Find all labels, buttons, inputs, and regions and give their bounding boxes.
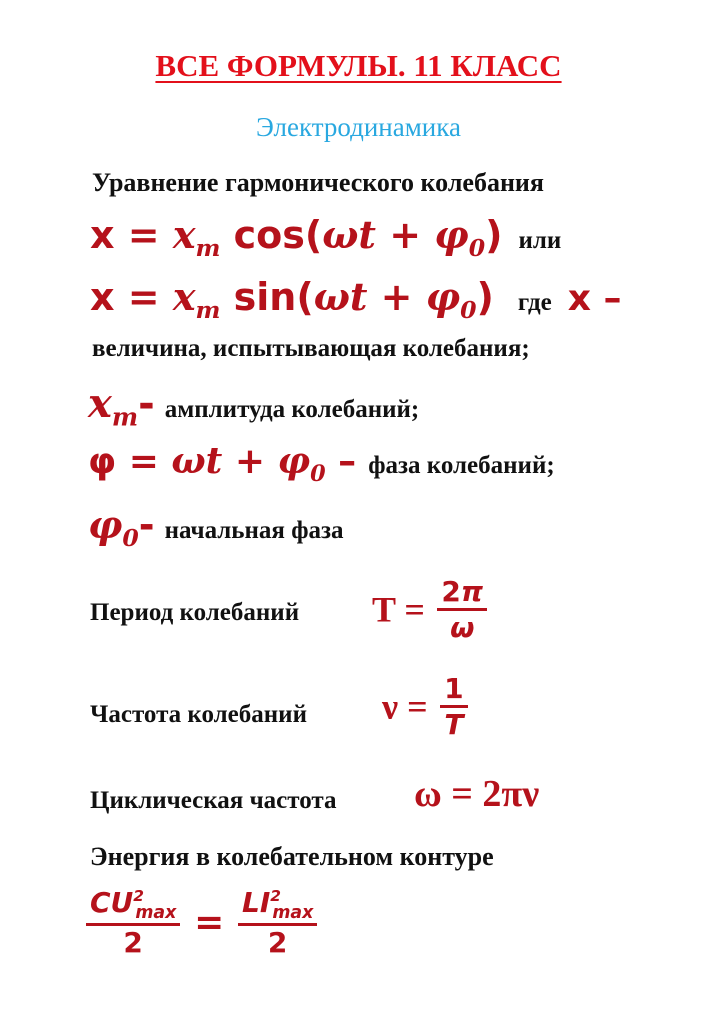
amplitude-desc: амплитуда колебаний; <box>164 396 420 423</box>
connector-or: или <box>518 227 562 254</box>
x-symbol: x <box>567 278 591 319</box>
harmonic-heading: Уравнение гармонического колебания <box>92 168 544 197</box>
section-subtitle: Электродинамика <box>256 112 461 142</box>
x-description: величина, испытывающая колебания; <box>92 335 530 362</box>
initial-phase-line: $\varphi_0-$ начальная фаза <box>88 502 344 553</box>
page-title: ВСЕ ФОРМУЛЫ. 11 КЛАСС <box>155 48 562 83</box>
connector-where: где <box>517 289 552 316</box>
frequency-label: Частота колебаний <box>90 701 307 728</box>
phase-line: $\varphi = \omega t + \varphi_0$ – фаза колебаний; <box>88 440 555 487</box>
period-label: Период колебаний <box>90 599 300 626</box>
phase-desc: фаза колебаний; <box>368 452 555 479</box>
energy-heading: Энергия в колебательном контуре <box>90 842 494 871</box>
initial-phase-desc: начальная фаза <box>164 517 344 544</box>
formula-sin: $x = x_m$ $\sin(\omega t + \varphi_0)$ где x – <box>90 274 622 325</box>
amplitude-line: $x_m-$ амплитуда колебаний; <box>88 380 420 432</box>
cyclic-formula: ω = 2πν <box>414 773 540 815</box>
cyclic-label: Циклическая частота <box>90 787 337 814</box>
energy-formula: $\frac{CU^2_{max}}{2}$ = $\frac{LI^2_{max}}{2}$ <box>86 886 317 959</box>
formula-cos: $x = x_m$ $\cos(\omega t + \varphi_0)$ или <box>90 212 562 263</box>
period-formula: T = $\frac{2\pi}{\omega}$ <box>372 575 487 644</box>
frequency-formula: ν = $\frac{1}{T}$ <box>382 672 468 741</box>
